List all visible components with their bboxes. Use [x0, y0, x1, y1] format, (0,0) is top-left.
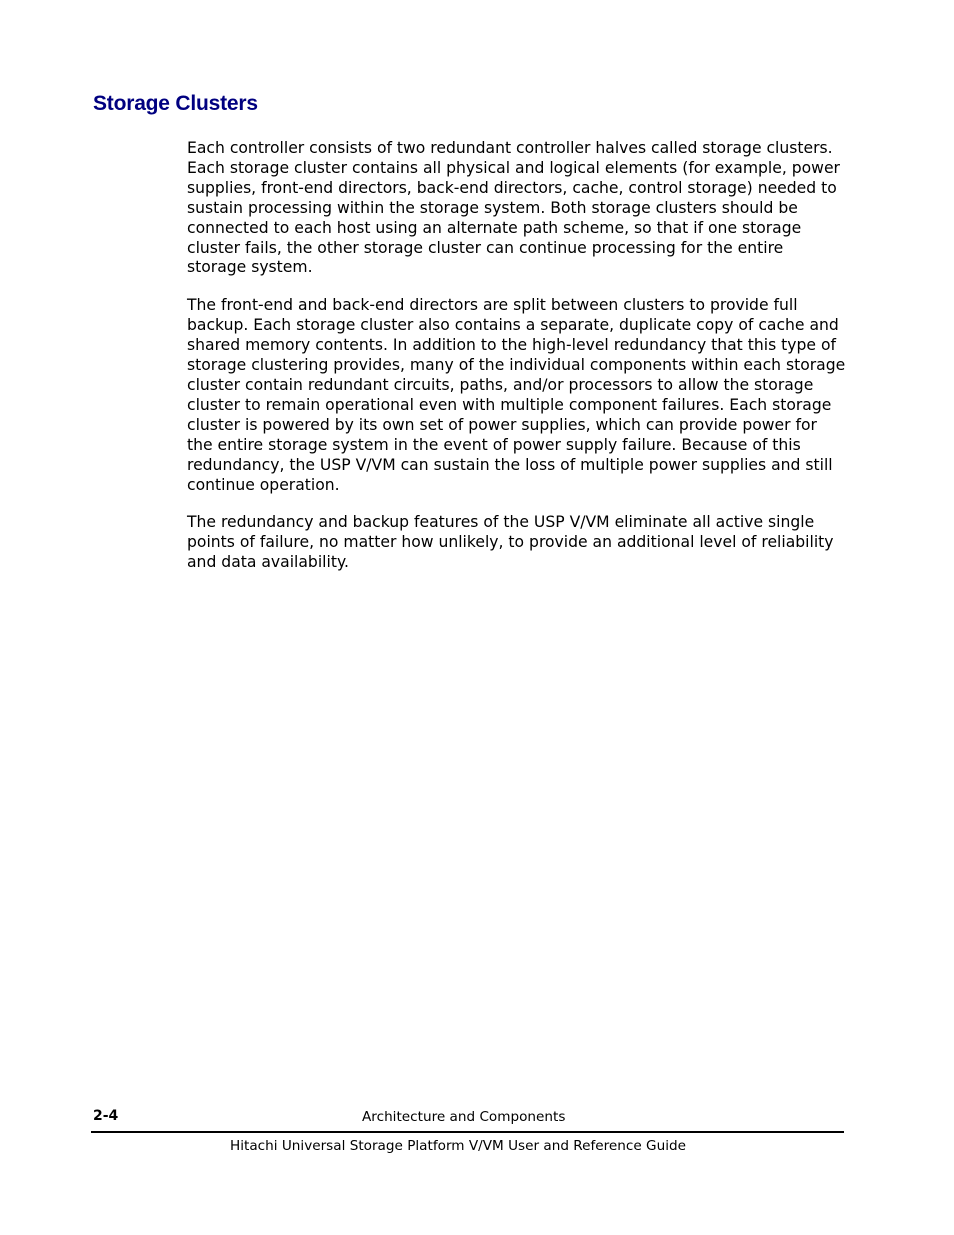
footer-divider [91, 1131, 844, 1133]
footer-guide-title: Hitachi Universal Storage Platform V/VM User and Reference Guide [230, 1138, 686, 1154]
footer-chapter-title: Architecture and Components [362, 1109, 566, 1125]
paragraph-redundancy-summary: The redundancy and backup features of the USP V/VM eliminate all active single points of failure, no matter how unlikely, to provide an additional level of reliability and data availability. [187, 513, 834, 572]
section-heading: Storage Clusters [93, 92, 258, 115]
footer-page-number: 2-4 [93, 1108, 119, 1124]
paragraph-directors-split: The front-end and back-end directors are split between clusters to provide full backup. Each storage cluster also contains a separate, duplicate copy of cache and shared memory contents. In addition to the high-level redundancy that this type of storage clustering provides, many of the individual components within each storage cluster contain redundant circuits, paths, and/or processors to allow the storage cluster to remain operational even with multiple component failures. Each storage cluster is powered by its own set of power supplies, which can provide power for the entire storage system in the event of power supply failure. Because of this redundancy, the USP V/VM can sustain the loss of multiple power supplies and still continue operation. [187, 296, 846, 494]
body-text [187, 139, 847, 591]
paragraph-storage-clusters-intro: Each controller consists of two redundant controller halves called storage clusters. Each storage cluster contains all physical and logical elements (for example, power supplies, front-end directors, back-end directors, cache, control storage) needed to sustain processing within the storage system. Both storage clusters should be connected to each host using an alternate path scheme, so that if one storage cluster fails, the other storage cluster can continue processing for the entire storage system. [187, 139, 840, 277]
